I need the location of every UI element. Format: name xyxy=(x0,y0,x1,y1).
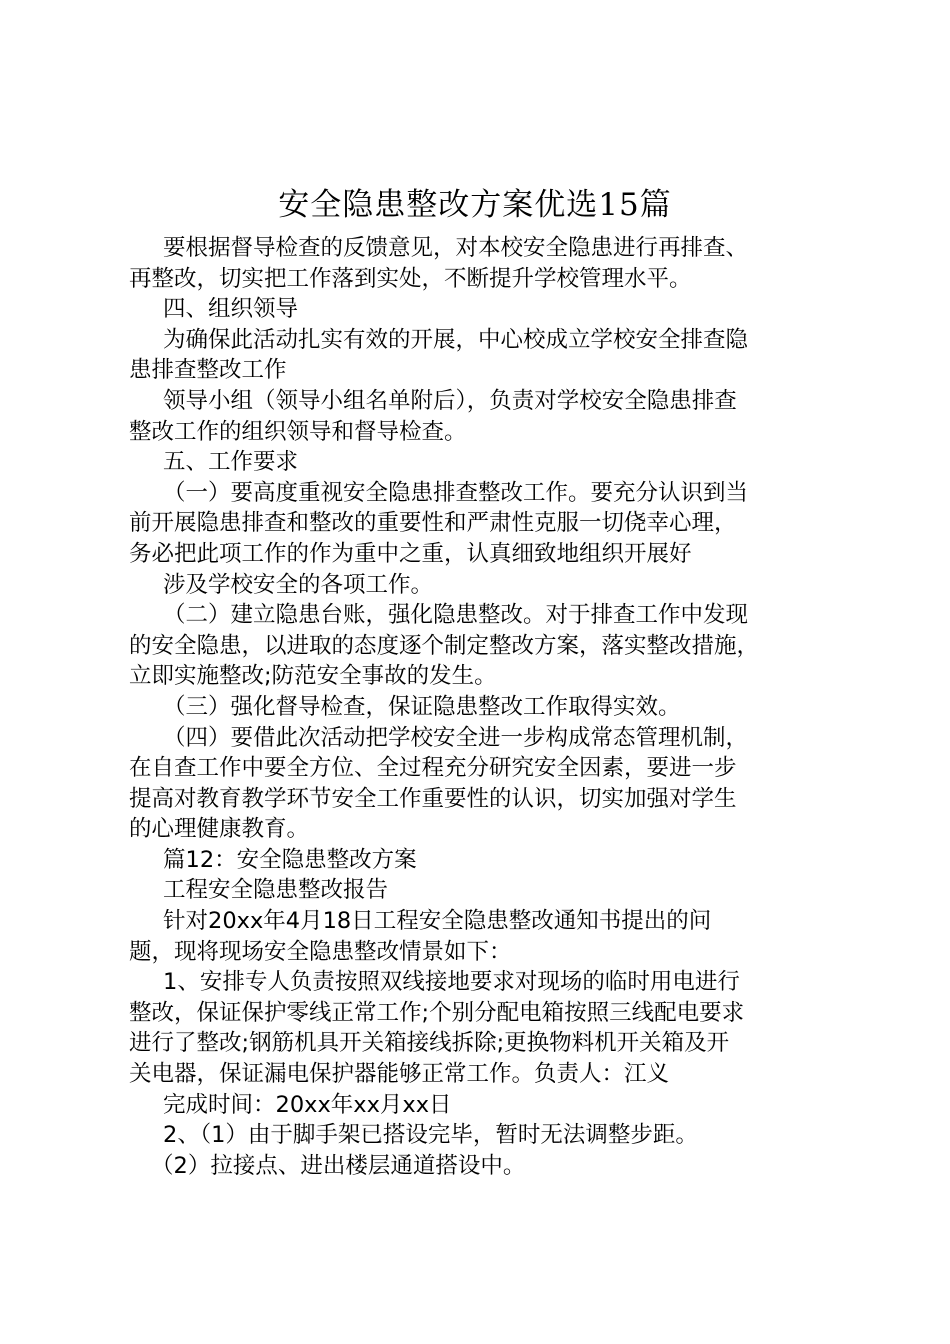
paragraph-line: （二）建立隐患台账，强化隐患整改。对于排查工作中发现 xyxy=(163,602,749,629)
paragraph-line: 提高对教育教学环节安全工作重要性的认识，切实加强对学生 xyxy=(129,785,737,812)
paragraph-line: 关电器，保证漏电保护器能够正常工作。负责人：江义 xyxy=(129,1061,670,1088)
paragraph-line: （2）拉接点、进出楼层通道搭设中。 xyxy=(151,1152,526,1179)
paragraph-line: 1、安排专人负责按照双线接地要求对现场的临时用电进行 xyxy=(163,969,740,996)
paragraph-line: 在自查工作中要全方位、全过程充分研究安全因素，要进一步 xyxy=(129,755,737,782)
paragraph-line: 前开展隐患排查和整改的重要性和严肃性克服一切侥幸心理， xyxy=(129,510,737,537)
paragraph-line: 题，现将现场安全隐患整改情景如下： xyxy=(129,938,512,965)
paragraph-line: （四）要借此次活动把学校安全进一步构成常态管理机制， xyxy=(163,724,749,751)
paragraph-line: 患排查整改工作 xyxy=(129,357,287,384)
paragraph-line: （一）要高度重视安全隐患排查整改工作。要充分认识到当 xyxy=(163,479,749,506)
section-heading: 五、工作要求 xyxy=(163,449,299,476)
section-heading: 篇12：安全隐患整改方案 xyxy=(163,846,417,873)
paragraph-line: 工程安全隐患整改报告 xyxy=(163,877,389,904)
paragraph-line: 整改，保证保护零线正常工作;个别分配电箱按照三线配电要求 xyxy=(129,999,745,1026)
paragraph-line: 的心理健康教育。 xyxy=(129,816,310,843)
paragraph-line: 再整改，切实把工作落到实处，不断提升学校管理水平。 xyxy=(129,265,692,292)
paragraph-line: 立即实施整改;防范安全事故的发生。 xyxy=(129,663,497,690)
paragraph-line: 务必把此项工作的作为重中之重，认真细致地组织开展好 xyxy=(129,540,692,567)
document-body xyxy=(129,233,845,1181)
section-heading: 四、组织领导 xyxy=(163,296,299,323)
document-title: 安全隐患整改方案优选15篇 xyxy=(278,187,672,223)
paragraph-line: 完成时间：20xx年xx月xx日 xyxy=(163,1091,452,1118)
paragraph-line: 领导小组（领导小组名单附后），负责对学校安全隐患排查 xyxy=(163,387,737,414)
paragraph-line: 进行了整改;钢筋机具开关箱接线拆除;更换物料机开关箱及开 xyxy=(129,1030,730,1057)
paragraph-line: 的安全隐患，以进取的态度逐个制定整改方案，落实整改措施， xyxy=(129,632,760,659)
paragraph-line: 为确保此活动扎实有效的开展，中心校成立学校安全排查隐 xyxy=(163,326,749,353)
paragraph-line: 针对20xx年4月18日工程安全隐患整改通知书提出的问 xyxy=(163,908,712,935)
paragraph-line: 整改工作的组织领导和督导检查。 xyxy=(129,418,467,445)
paragraph-line: 涉及学校安全的各项工作。 xyxy=(163,571,434,598)
paragraph-line: （三）强化督导检查，保证隐患整改工作取得实效。 xyxy=(163,693,681,720)
paragraph-line: 2、（1）由于脚手架已搭设完毕，暂时无法调整步距。 xyxy=(163,1122,698,1149)
paragraph-line: 要根据督导检查的反馈意见，对本校安全隐患进行再排查、 xyxy=(163,235,749,261)
